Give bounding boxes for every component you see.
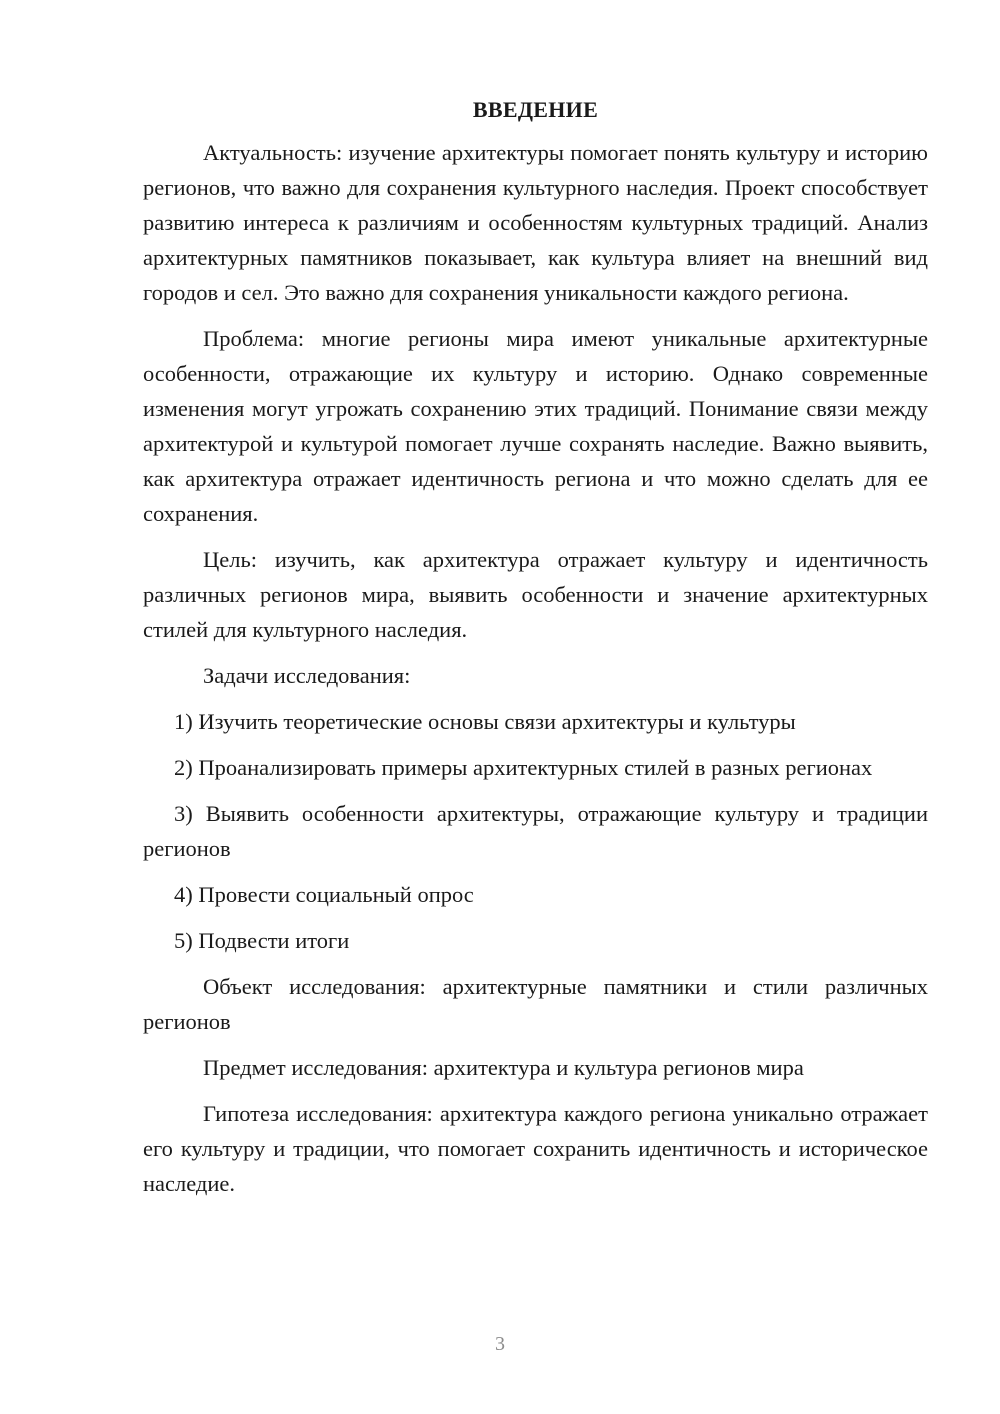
hypothesis-paragraph: Гипотеза исследования: архитектура каждого региона уникально отражает его культуру и традиции, что помогает сохранить идентичность и историческое наследие. [143,1101,928,1196]
document-page [143,95,928,1212]
problem-paragraph: Проблема: многие регионы мира имеют уникальные архитектурные особенности, отражающие их культуру и историю. Однако современные изменения могут угрожать сохранению этих традиций. Понимание связи между архитектурой и культурой помогает лучше сохранять наследие. Важно выявить, как архитектура отражает идентичность региона и что можно сделать для ее сохранения. [143,326,928,526]
task-item: 3) Выявить особенности архитектуры, отражающие культуру и традиции регионов [143,801,928,861]
task-item: 2) Проанализировать примеры архитектурных стилей в разных регионах [174,755,873,780]
page-title: ВВЕДЕНИЕ [472,97,599,122]
tasks-heading: Задачи исследования: [203,663,411,688]
object-paragraph: Объект исследования: архитектурные памятники и стили различных регионов [143,974,928,1034]
task-item: 5) Подвести итоги [174,928,350,953]
task-item: 4) Провести социальный опрос [174,882,474,907]
task-item: 1) Изучить теоретические основы связи архитектуры и культуры [174,709,796,734]
subject-paragraph: Предмет исследования: архитектура и культура регионов мира [203,1055,804,1080]
relevance-paragraph: Актуальность: изучение архитектуры помогает понять культуру и историю регионов, что важно для сохранения культурного наследия. Проект способствует развитию интереса к различиям и особенностям культурных традиций. Анализ архитектурных памятников показывает, как культура влияет на внешний вид городов и сел. Это важно для сохранения уникальности каждого региона. [143,140,928,305]
goal-paragraph: Цель: изучить, как архитектура отражает культуру и идентичность различных регионов мира, выявить особенности и значение архитектурных стилей для культурного наследия. [143,547,928,642]
page-number: 3 [495,1333,505,1355]
